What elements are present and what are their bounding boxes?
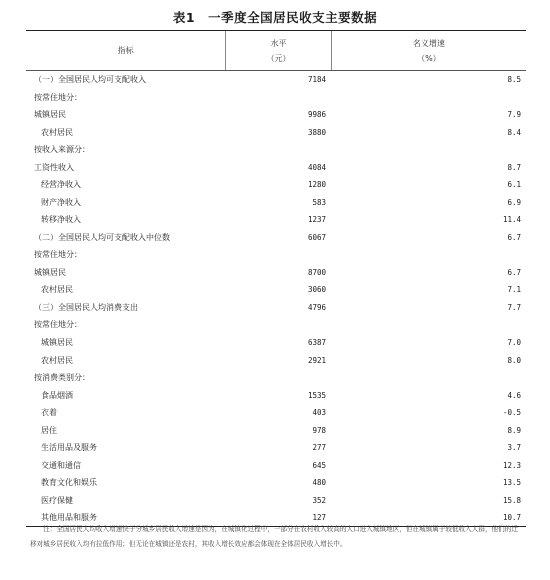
row-growth: 8.9 <box>507 425 521 435</box>
row-label: 按消费类别分： <box>34 373 90 383</box>
row-level: 7184 <box>307 75 326 85</box>
table-row <box>26 281 526 299</box>
row-label: 农村居民 <box>41 127 73 137</box>
row-label: 农村居民 <box>41 355 73 365</box>
row-level: 4084 <box>307 162 326 172</box>
row-label: 工资性收入 <box>34 162 74 172</box>
row-level: 1535 <box>307 390 326 400</box>
row-growth: -0.5 <box>502 408 521 418</box>
table-row <box>26 474 526 492</box>
table-row <box>26 71 526 89</box>
row-level: 8700 <box>307 267 326 277</box>
row-growth: 15.8 <box>502 495 521 505</box>
row-growth: 6.9 <box>507 197 521 207</box>
row-level: 6387 <box>307 337 326 347</box>
row-level: 352 <box>312 495 326 505</box>
row-level: 9986 <box>307 110 326 120</box>
table-row <box>26 404 526 422</box>
table-row <box>26 439 526 457</box>
table-row <box>26 299 526 317</box>
table-row <box>26 194 526 212</box>
row-label: 教育文化和娱乐 <box>41 478 97 488</box>
table-title: 表1 一季度全国居民收支主要数据 <box>172 10 378 25</box>
row-growth: 11.4 <box>502 215 521 225</box>
table-row <box>26 421 526 439</box>
row-level: 4796 <box>307 302 326 312</box>
row-label: 财产净收入 <box>41 197 81 207</box>
row-growth: 8.4 <box>507 127 521 137</box>
row-growth: 13.5 <box>502 478 521 488</box>
table-row <box>26 106 526 124</box>
row-level: 127 <box>312 513 326 523</box>
header-level-label: 水平 <box>270 38 287 48</box>
header-growth <box>332 31 526 70</box>
row-growth: 4.6 <box>507 390 521 400</box>
data-table <box>26 30 526 527</box>
row-label: 衣着 <box>41 408 57 418</box>
row-level: 480 <box>312 478 326 488</box>
row-label: 按常住地分： <box>34 92 82 102</box>
table-row <box>26 351 526 369</box>
row-level: 277 <box>312 443 326 453</box>
row-growth: 3.7 <box>507 443 521 453</box>
table-row <box>26 176 526 194</box>
row-label: 转移净收入 <box>41 215 81 225</box>
row-label: 城镇居民 <box>34 267 66 277</box>
row-growth: 8.5 <box>507 75 521 85</box>
table-row <box>26 159 526 177</box>
header-indicator-label: 指标 <box>117 46 134 55</box>
table-row <box>26 456 526 474</box>
row-growth: 7.9 <box>507 110 521 120</box>
table-row <box>26 316 526 334</box>
row-growth: 7.1 <box>507 285 521 295</box>
row-label: 经营净收入 <box>41 180 81 190</box>
table-row <box>26 229 526 247</box>
table-row <box>26 491 526 509</box>
row-level: 3060 <box>307 285 326 295</box>
row-label: 城镇居民 <box>41 337 73 347</box>
row-growth: 6.7 <box>507 267 521 277</box>
row-level: 6067 <box>307 232 326 242</box>
header-level <box>225 31 332 70</box>
row-label: 按常住地分： <box>34 250 82 260</box>
row-level <box>226 141 331 159</box>
row-level: 645 <box>312 460 326 470</box>
table-row <box>26 334 526 352</box>
row-level: 403 <box>312 408 326 418</box>
footnote: 注：全国居民人均收入增速快于分城乡居民收入增速是因为，在城镇化过程中，一部分在农村收入较高的人口进入城镇地区，但在城镇属于较低收入人群，他们的迁移对城乡居民收入均有拉低作用；但无论在城镇还是农村，其收入增长效应都会体现在全体居民收入增长中。 <box>30 525 518 548</box>
row-label: 食品烟酒 <box>41 390 73 400</box>
row-growth: 10.7 <box>502 513 521 523</box>
row-growth: 7.0 <box>507 337 521 347</box>
row-label: （二）全国居民人均可支配收入中位数 <box>34 232 170 242</box>
row-growth: 12.3 <box>502 460 521 470</box>
row-level <box>226 316 331 334</box>
row-level: 2921 <box>307 355 326 365</box>
header-indicator <box>26 31 225 70</box>
row-label: 生活用品及服务 <box>41 443 97 453</box>
row-label: （三）全国居民人均消费支出 <box>34 302 138 312</box>
row-label: 交通和通信 <box>41 460 81 470</box>
row-label: 按常住地分： <box>34 320 82 330</box>
row-level: 1280 <box>307 180 326 190</box>
row-level: 978 <box>312 425 326 435</box>
row-label: 医疗保健 <box>41 495 73 505</box>
row-level: 3880 <box>307 127 326 137</box>
row-label: 居住 <box>41 425 57 435</box>
row-level <box>226 369 331 387</box>
table-row <box>26 264 526 282</box>
row-label: 其他用品和服务 <box>41 513 97 523</box>
table-row <box>26 141 526 159</box>
header-growth-label: 名义增速 <box>412 38 445 48</box>
header-growth-unit: （%） <box>417 53 441 63</box>
row-label: 城镇居民 <box>34 110 66 120</box>
table-header <box>26 31 526 71</box>
row-label: （一）全国居民人均可支配收入 <box>34 75 146 85</box>
table-row <box>26 211 526 229</box>
table-row <box>26 124 526 142</box>
table-row <box>26 369 526 387</box>
row-level: 1237 <box>307 215 326 225</box>
row-level <box>226 89 331 107</box>
row-growth: 7.7 <box>507 302 521 312</box>
row-label: 按收入来源分： <box>34 145 90 155</box>
table-body <box>26 71 526 526</box>
row-level <box>226 246 331 264</box>
table-row <box>26 246 526 264</box>
table-row <box>26 386 526 404</box>
row-growth: 6.1 <box>507 180 521 190</box>
row-growth: 8.7 <box>507 162 521 172</box>
row-growth: 8.0 <box>507 355 521 365</box>
row-label: 农村居民 <box>41 285 73 295</box>
header-level-unit: （元） <box>266 53 291 63</box>
table-row <box>26 89 526 107</box>
row-level: 583 <box>312 197 326 207</box>
row-growth: 6.7 <box>507 232 521 242</box>
